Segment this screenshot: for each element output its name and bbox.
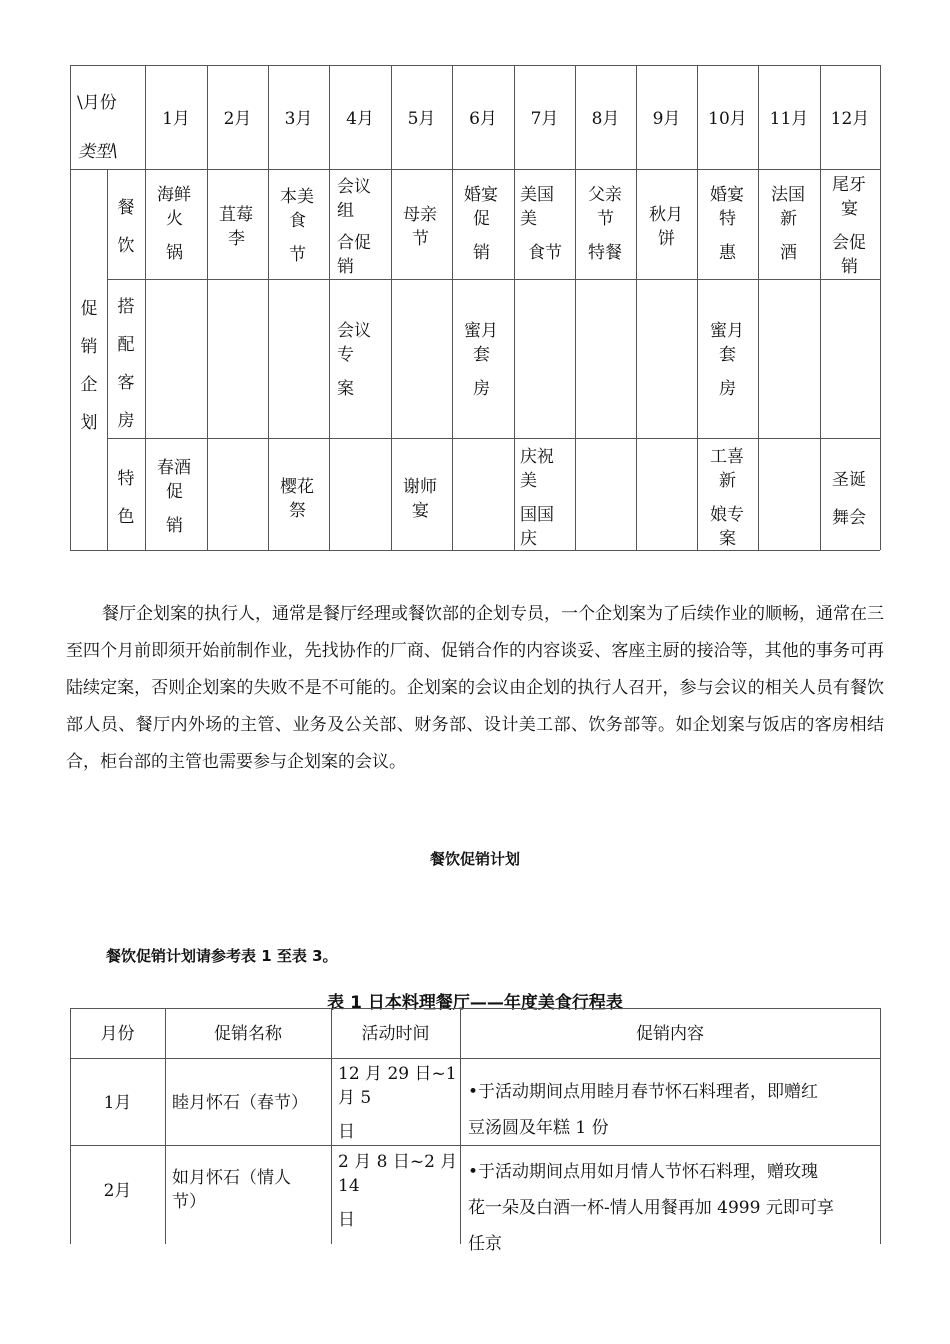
grid-line — [107, 279, 880, 280]
rooms-cell-oct: 蜜月 套 房 — [710, 321, 744, 399]
grid-line — [329, 65, 330, 550]
catering-cell-apr: 会议 组 合促 销 — [337, 177, 371, 277]
special-cell-jan: 春酒 促 销 — [157, 458, 191, 536]
body-paragraph: 餐厅企划案的执行人，通常是餐厅经理或餐饮部的企划专员，一个企划案为了后续作业的顺畅，通常在三至四个月前即须开始前制作业，先找协作的厂商、促销合作的内容谈妥、客座主厨的接洽等，其他的事务可再陆续定案，否则企划案的失败不是不可能的。企划案的会议由企划的执行人召开，参与会议的相关人员有餐饮部人员、餐厅内外场的主管、业务及公关部、财务部、设计美工部、饮务部等。如企划案与饭店的客房相结合，柜台部的主管也需要参与企划案的会议。 — [66, 604, 884, 772]
grid-line — [636, 65, 637, 550]
grid-line — [107, 169, 108, 550]
month-header: 1月 — [162, 109, 190, 129]
row-label-char: 客 — [117, 373, 135, 393]
month-header: 7月 — [530, 109, 559, 129]
catering-cell-jun: 婚宴 促 销 — [464, 185, 498, 263]
table1-caption: 表 1 日本料理餐厅——年度美食行程表 — [327, 993, 623, 1013]
table1-row1-name: 睦月怀石（春节） — [172, 1093, 308, 1113]
section-heading: 餐饮促销计划 — [429, 850, 520, 868]
catering-cell-sep: 秋月 饼 — [649, 205, 683, 249]
table-border-right — [880, 65, 881, 550]
catering-cell-mar: 本美 食 节 — [280, 187, 314, 265]
grid-line — [107, 438, 880, 439]
month-header: 6月 — [469, 109, 497, 129]
row-label-char: 饮 — [117, 236, 135, 256]
table1-row2-time: 2 月 8 日~2 月 14 日 — [338, 1152, 458, 1230]
intro-text: 餐饮促销计划请参考表 1 至表 3。 — [106, 947, 338, 965]
table1-border-right — [880, 1008, 881, 1244]
table1-border-top — [70, 1008, 880, 1009]
grid-line — [145, 65, 146, 550]
table1-row1-time: 12 月 29 日~1 月 5 日 — [338, 1064, 457, 1142]
row-label-catering — [114, 189, 138, 265]
special-cell-jul: 庆祝 美 国国 庆 — [520, 447, 554, 549]
catering-cell-dec: 尾牙 宴 会促 销 — [832, 175, 866, 277]
table1-header-month: 月份 — [100, 1024, 135, 1044]
side-label-char: 销 — [80, 337, 98, 357]
grid-line — [820, 65, 821, 550]
month-header: 9月 — [652, 109, 681, 129]
table-border-bottom — [70, 550, 880, 551]
table1-row2-month: 2月 — [103, 1181, 132, 1201]
side-label-char: 促 — [80, 299, 98, 319]
row-label-char: 搭 — [117, 297, 135, 317]
corner-label-month: \月份 — [77, 93, 117, 113]
grid-line — [575, 65, 576, 550]
month-header: 2月 — [223, 109, 252, 129]
month-header: 3月 — [284, 109, 313, 129]
table1-row1-content: •于活动期间点用睦月春节怀石料理者，即赠红 豆汤圆及年糕 1 份 — [468, 1082, 819, 1138]
special-cell-oct: 工喜 新 娘专 案 — [710, 447, 744, 549]
side-label-char: 划 — [80, 413, 98, 433]
grid-line — [758, 65, 759, 550]
catering-cell-aug: 父亲 节 特餐 — [588, 185, 622, 263]
row-label-rooms — [114, 288, 138, 440]
grid-line — [70, 169, 880, 170]
side-label-char: 企 — [80, 375, 98, 395]
special-cell-dec: 圣诞 舞会 — [832, 470, 866, 528]
catering-cell-jan: 海鲜 火 锅 — [157, 185, 191, 263]
row-label-char: 特 — [117, 469, 135, 489]
special-cell-mar: 樱花 祭 — [280, 477, 314, 521]
month-header: 5月 — [407, 109, 436, 129]
table1-row2-content: •于活动期间点用如月情人节怀石料理，赠玫瑰 花一朵及白酒一杯-情人用餐再加 4999 元即可享 任京 — [468, 1162, 834, 1254]
grid-line — [391, 65, 392, 550]
grid-line — [514, 65, 515, 550]
grid-line — [268, 65, 269, 550]
row-label-char: 配 — [117, 335, 135, 355]
row-label-char: 色 — [117, 507, 135, 527]
special-cell-may: 谢师 宴 — [403, 477, 437, 521]
row-label-special — [114, 460, 138, 536]
rooms-cell-jun: 蜜月 套 房 — [464, 321, 498, 399]
month-header: 10月 — [708, 109, 747, 129]
corner-label-type: 类型\ — [78, 142, 118, 162]
row-label-char: 餐 — [117, 198, 135, 218]
rooms-cell-apr: 会议 专 案 — [337, 321, 371, 399]
side-label-promotion-plan — [77, 290, 101, 442]
catering-cell-nov: 法国 新 酒 — [771, 185, 805, 263]
table1-header-time: 活动时间 — [361, 1024, 430, 1044]
grid-line — [452, 65, 453, 550]
catering-cell-jul: 美国 美 食节 — [520, 185, 562, 263]
month-header: 4月 — [346, 109, 374, 129]
month-header: 8月 — [591, 109, 620, 129]
table-border-top — [70, 65, 880, 66]
table1-grid-line — [70, 1058, 880, 1059]
table1-header-name: 促销名称 — [214, 1024, 282, 1044]
catering-cell-oct: 婚宴 特 惠 — [710, 185, 744, 263]
catering-cell-may: 母亲 节 — [403, 205, 437, 249]
grid-line — [697, 65, 698, 550]
table-border-left — [70, 65, 71, 550]
row-label-char: 房 — [117, 411, 135, 431]
table1-row1-month: 1月 — [103, 1093, 132, 1113]
month-header: 12月 — [830, 109, 870, 129]
month-header: 11月 — [769, 109, 809, 129]
table1-row2-name: 如月怀石（情人 节） — [172, 1168, 291, 1212]
catering-cell-feb: 苴莓 李 — [219, 205, 253, 249]
grid-line — [207, 65, 208, 550]
table1-header-content: 促销内容 — [636, 1024, 704, 1044]
